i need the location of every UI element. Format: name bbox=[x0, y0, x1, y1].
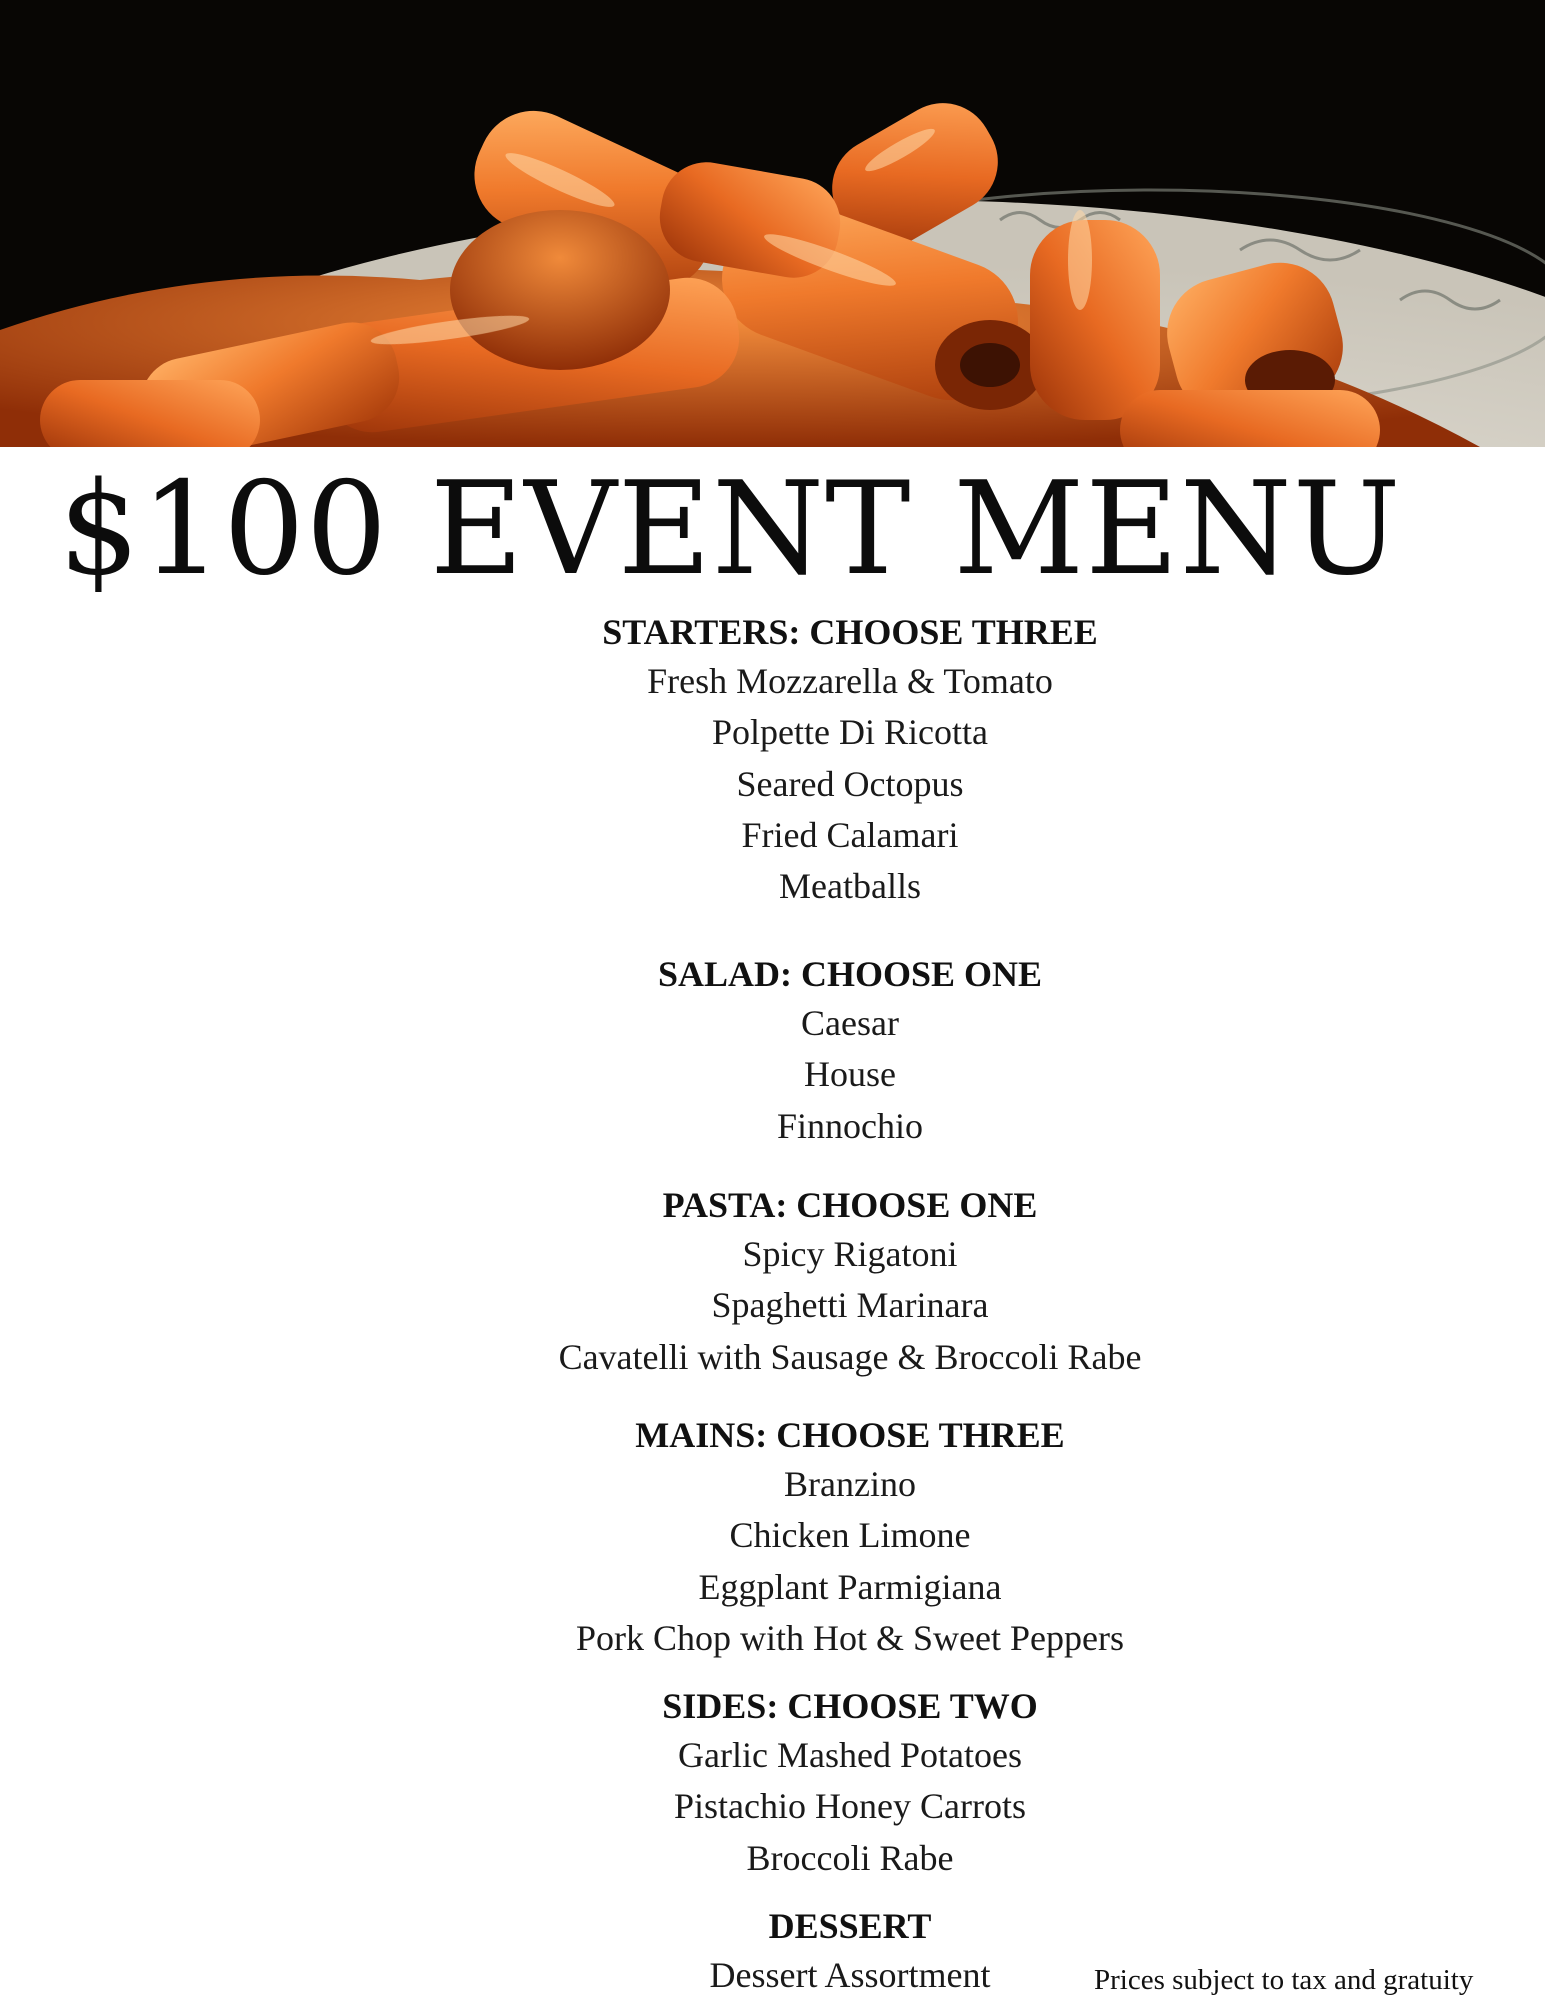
section-title: PASTA: CHOOSE ONE bbox=[662, 1185, 1038, 1225]
section-pasta bbox=[0, 1181, 1545, 1383]
section-title: STARTERS: CHOOSE THREE bbox=[602, 612, 1098, 652]
menu-item: Meatballs bbox=[779, 866, 921, 907]
menu-item: Caesar bbox=[801, 1003, 899, 1043]
menu-item: Polpette Di Ricotta bbox=[712, 712, 988, 753]
section-sides bbox=[0, 1682, 1545, 1884]
section-title: MAINS: CHOOSE THREE bbox=[635, 1415, 1065, 1455]
menu-item: Dessert Assortment bbox=[709, 1955, 991, 1995]
menu-item: Garlic Mashed Potatoes bbox=[678, 1735, 1022, 1775]
menu-item: Pork Chop with Hot & Sweet Peppers bbox=[576, 1617, 1124, 1658]
menu-item: Seared Octopus bbox=[736, 763, 964, 804]
hero-photo bbox=[0, 0, 1545, 447]
section-salad bbox=[0, 950, 1545, 1152]
section-title: DESSERT bbox=[768, 1906, 932, 1946]
menu-item: Branzino bbox=[784, 1464, 916, 1504]
price-note: Prices subject to tax and gratuity bbox=[1094, 1964, 1474, 1996]
menu-item: Cavatelli with Sausage & Broccoli Rabe bbox=[558, 1336, 1142, 1377]
pasta-dish-illustration bbox=[0, 0, 1545, 447]
menu-item: Pistachio Honey Carrots bbox=[674, 1786, 1026, 1827]
menu-item: Spaghetti Marinara bbox=[711, 1285, 989, 1326]
section-title: SIDES: CHOOSE TWO bbox=[662, 1686, 1038, 1726]
section-starters bbox=[0, 608, 1545, 912]
menu-item: Finnochio bbox=[776, 1105, 923, 1146]
section-mains bbox=[0, 1411, 1545, 1664]
menu-title: $100 EVENT MENU bbox=[58, 455, 1402, 604]
menu-item: Chicken Limone bbox=[729, 1515, 971, 1556]
menu-item: Eggplant Parmigiana bbox=[698, 1566, 1002, 1607]
section-title: SALAD: CHOOSE ONE bbox=[657, 954, 1043, 994]
menu-item: House bbox=[804, 1054, 896, 1095]
menu-item: Broccoli Rabe bbox=[746, 1837, 954, 1878]
menu-item: Spicy Rigatoni bbox=[742, 1234, 958, 1274]
menu-item: Fried Calamari bbox=[741, 814, 959, 855]
menu-item: Fresh Mozzarella & Tomato bbox=[647, 661, 1053, 701]
